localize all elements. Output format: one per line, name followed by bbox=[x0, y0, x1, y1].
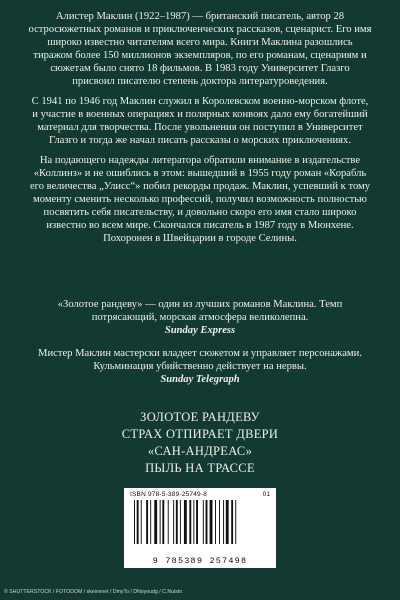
review-source: Sunday Express bbox=[164, 325, 236, 336]
isbn-number: ISBN 978-5-389-25749-8 bbox=[130, 491, 208, 498]
bio-paragraph: Алистер Маклин (1922–1987) — британский писатель, автор 28 остросюжетных романов и приключенческих рассказов, сценарист. Его имя широко известно читателям всего мира. Книги Маклина разошлись тиражом более 150 миллионов экземпляров, по его романам, сценариям и сюжетам было снято 18 фильмов. В 1983 году Университет Глазго присвоил писателю степень доктора литературоведения. bbox=[28, 11, 372, 87]
review-text: «Золотое рандеву» — один из лучших романов Маклина. Темп потрясающий, морская атмосфера великолепна. bbox=[57, 299, 343, 323]
review-source: Sunday Telegraph bbox=[160, 374, 240, 385]
isbn-barcode bbox=[124, 488, 276, 568]
review-text: Мистер Маклин мастерски владеет сюжетом и управляет персонажами. Кульминация убийственно действует на нервы. bbox=[38, 348, 362, 372]
author-biography bbox=[28, 10, 372, 252]
book-title: ПЫЛЬ НА ТРАССЕ bbox=[145, 461, 255, 475]
bio-paragraph: С 1941 по 1946 год Маклин служил в Королевском военно-морском флоте, и участие в военных операциях и полярных конвоях дало ему богатейший материал для творчества. После увольнения он поступил в Университет Глазго и тогда же начал писать рассказы о морских приключениях. bbox=[31, 96, 369, 146]
barcode-bars bbox=[134, 500, 270, 554]
bio-paragraph: На подающего надежды литератора обратили внимание в издательстве «Коллинз» и не ошиблись в этом: вышедший в 1955 году роман «Корабль его величества „Улисс“» побил рекорды продаж. Маклин, успевший к тому моменту сменить несколько профессий, получил возможность полностью посвятить себя писательству, и довольно скоро его имя стало широко известно во всем мире. Скончался писатель в 1987 году в Мюнхене. Похоронен в Швейцарии в городе Селины. bbox=[29, 155, 371, 244]
book-title: ЗОЛОТОЕ РАНДЕВУ bbox=[140, 410, 260, 424]
press-reviews bbox=[28, 298, 372, 396]
book-title: СТРАХ ОТПИРАЕТ ДВЕРИ bbox=[121, 427, 279, 441]
review-quote bbox=[28, 298, 372, 337]
photo-credit: © SHUTTERSTOCK / FOTODOM / skeinevet / DmyTo / DNoyeudg / C.Nuistn bbox=[4, 589, 183, 595]
included-titles-list bbox=[0, 409, 400, 477]
price-code: 01 bbox=[262, 491, 270, 498]
book-title: «САН-АНДРЕАС» bbox=[147, 444, 253, 458]
review-quote bbox=[28, 347, 372, 386]
barcode-digits: 9 785389 257498 bbox=[152, 556, 248, 566]
